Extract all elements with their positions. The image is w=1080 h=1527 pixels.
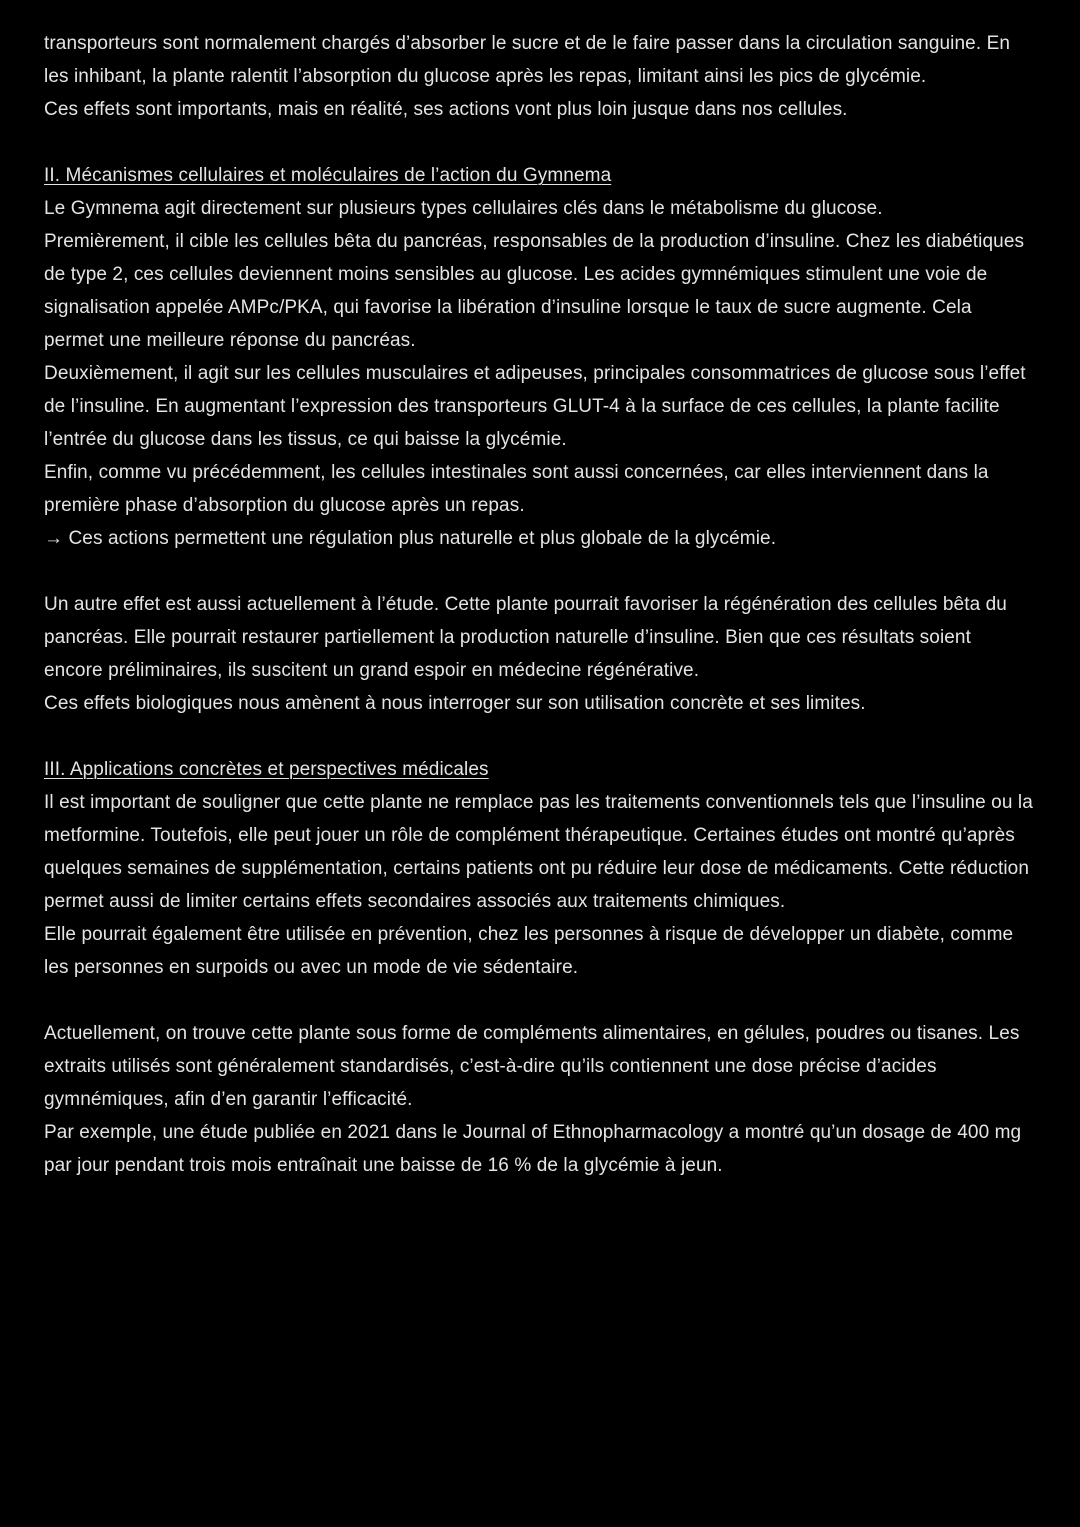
blank-line	[44, 126, 1034, 159]
intro-paragraph-2: Ces effets sont importants, mais en réalité, ses actions vont plus loin jusque dans nos cellules.	[44, 99, 848, 120]
section-iii-paragraph-2: Elle pourrait également être utilisée en prévention, chez les personnes à risque de développer un diabète, comme les personnes en surpoids ou avec un mode de vie sédentaire.	[44, 924, 1019, 978]
section-iii-heading: III. Applications concrètes et perspectives médicales	[44, 759, 489, 780]
section-ii-paragraph-2: Premièrement, il cible les cellules bêta du pancréas, responsables de la production d’insuline. Chez les diabétiques de type 2, ces cellules deviennent moins sensibles au glucose. Les acides gymnémiques stimulent une voie de signalisation appelée AMPc/PKA, qui favorise la libération d’insuline lorsque le taux de sucre augmente. Cela permet une meilleure réponse du pancréas.	[44, 231, 1030, 351]
section-iii-paragraph-1: Il est important de souligner que cette plante ne remplace pas les traitements conventionnels tels que l’insuline ou la metformine. Toutefois, elle peut jouer un rôle de complément thérapeutique. Certaines études ont montré qu’après quelques semaines de supplémentation, certains patients ont pu réduire leur dose de médicaments. Cette réduction permet aussi de limiter certains effets secondaires associés aux traitements chimiques.	[44, 792, 1039, 912]
section-ii-paragraph-6: Ces effets biologiques nous amènent à nous interroger sur son utilisation concrète et ses limites.	[44, 693, 866, 714]
note-content	[44, 27, 1039, 1182]
intro-paragraph-continued: transporteurs sont normalement chargés d’absorber le sucre et de le faire passer dans la circulation sanguine. En les inhibant, la plante ralentit l’absorption du glucose après les repas, limitant ainsi les pics de glycémie.	[44, 33, 1016, 87]
section-ii-paragraph-3: Deuxièmement, il agit sur les cellules musculaires et adipeuses, principales consommatrices de glucose sous l’effet de l’insuline. En augmentant l’expression des transporteurs GLUT-4 à la surface de ces cellules, la plante facilite l’entrée du glucose dans les tissus, ce qui baisse la glycémie.	[44, 363, 1032, 450]
section-ii-paragraph-5: Un autre effet est aussi actuellement à l’étude. Cette plante pourrait favoriser la régénération des cellules bêta du pancréas. Elle pourrait restaurer partiellement la production naturelle d’insuline. Bien que ces résultats soient encore préliminaires, ils suscitent un grand espoir en médecine régénérative.	[44, 594, 1013, 681]
section-iii-paragraph-3: Actuellement, on trouve cette plante sous forme de compléments alimentaires, en gélules, poudres ou tisanes. Les extraits utilisés sont généralement standardisés, c’est-à-dire qu’ils contiennent une dose précise d’acides gymnémiques, afin d’en garantir l’efficacité.	[44, 1023, 1025, 1110]
section-ii-paragraph-1: Le Gymnema agit directement sur plusieurs types cellulaires clés dans le métabolisme du glucose.	[44, 198, 883, 219]
section-ii-arrow-line: → Ces actions permettent une régulation plus naturelle et plus globale de la glycémie.	[44, 528, 777, 549]
section-ii-heading: II. Mécanismes cellulaires et moléculaires de l’action du Gymnema	[44, 165, 612, 186]
section-ii-paragraph-4: Enfin, comme vu précédemment, les cellules intestinales sont aussi concernées, car elles interviennent dans la première phase d’absorption du glucose après un repas.	[44, 462, 994, 516]
section-iii-paragraph-4: Par exemple, une étude publiée en 2021 dans le Journal of Ethnopharmacology a montré qu’un dosage de 400 mg par jour pendant trois mois entraînait une baisse de 16 % de la glycémie à jeun.	[44, 1122, 1027, 1176]
blank-line	[44, 555, 1034, 588]
blank-line	[44, 720, 1034, 753]
blank-line	[44, 984, 1034, 1017]
